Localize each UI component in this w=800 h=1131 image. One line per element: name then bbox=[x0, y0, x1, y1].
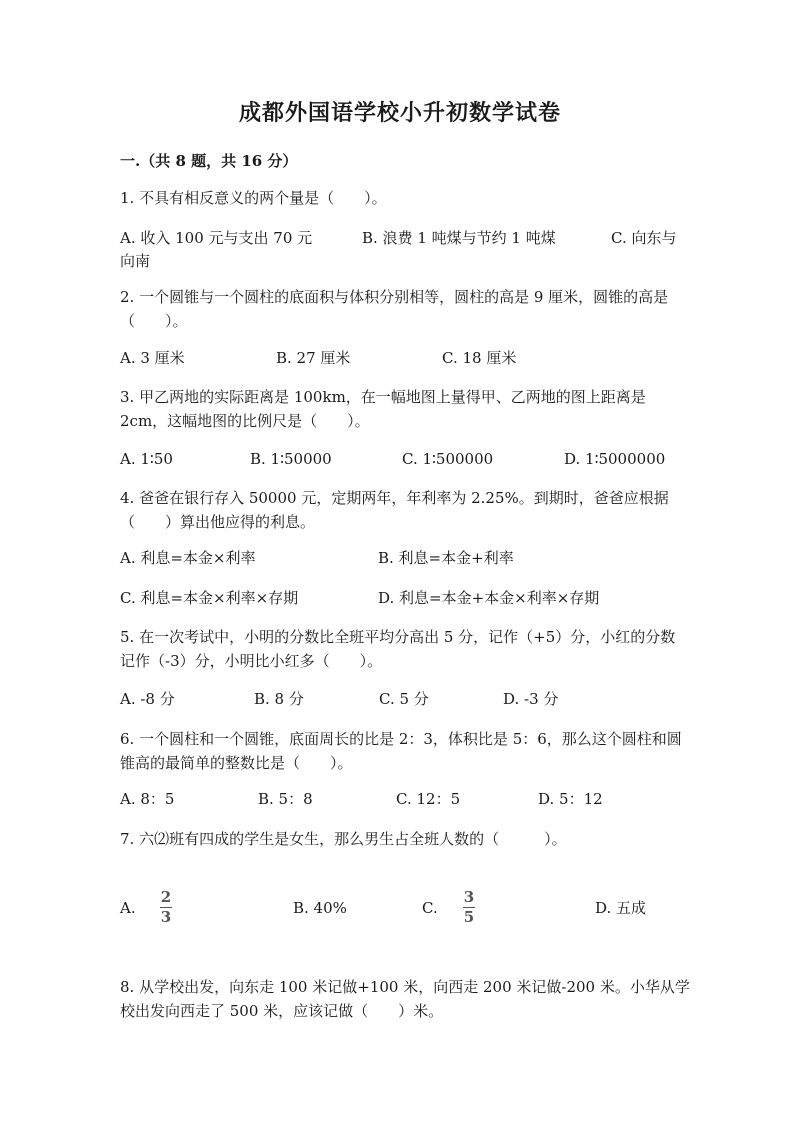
question-7-stem: 7. 六⑵班有四成的学生是女生，那么男生占全班人数的（ ）。 bbox=[120, 830, 567, 848]
question-6-option-b: B. 5：8 bbox=[258, 790, 313, 808]
question-7-option-c-fraction bbox=[463, 889, 475, 926]
question-5-option-a: A. -8 分 bbox=[120, 690, 175, 708]
question-2-option-c: C. 18 厘米 bbox=[442, 349, 517, 367]
fraction-denominator: 3 bbox=[160, 908, 172, 926]
question-4-option-d: D. 利息=本金+本金×利率×存期 bbox=[378, 589, 600, 607]
question-1-stem: 1. 不具有相反意义的两个量是（ ）。 bbox=[120, 189, 387, 207]
question-7-option-a-fraction bbox=[160, 889, 172, 926]
question-4-option-a: A. 利息=本金×利率 bbox=[120, 549, 256, 567]
question-2-stem: 2. 一个圆锥与一个圆柱的底面积与体积分别相等，圆柱的高是 9 厘米，圆锥的高是（ ）。 bbox=[120, 288, 669, 330]
question-4-option-b: B. 利息=本金+利率 bbox=[378, 549, 514, 567]
question-5-option-b: B. 8 分 bbox=[254, 690, 304, 708]
question-1-option-a: A. 收入 100 元与支出 70 元 bbox=[120, 229, 313, 247]
question-3-stem: 3. 甲乙两地的实际距离是 100km，在一幅地图上量得甲、乙两地的图上距离是 2cm，这幅地图的比例尺是（ ）。 bbox=[120, 388, 646, 430]
question-3-option-d: D. 1∶5000000 bbox=[564, 450, 666, 468]
question-4-option-c: C. 利息=本金×利率×存期 bbox=[120, 589, 299, 607]
fraction-numerator: 2 bbox=[160, 888, 172, 906]
question-1-option-c: C. 向东与 bbox=[611, 229, 677, 247]
question-5-option-c: C. 5 分 bbox=[379, 690, 429, 708]
question-3-option-a: A. 1∶50 bbox=[120, 450, 173, 468]
question-3-option-b: B. 1∶50000 bbox=[250, 450, 332, 468]
question-1-option-c-continued: 向南 bbox=[120, 252, 151, 270]
question-1-option-b: B. 浪费 1 吨煤与节约 1 吨煤 bbox=[362, 229, 556, 247]
question-4-stem: 4. 爸爸在银行存入 50000 元，定期两年，年利率为 2.25%。到期时，爸爸应根据（ ）算出他应得的利息。 bbox=[120, 489, 669, 531]
question-7-option-c: C. bbox=[422, 899, 438, 917]
section-heading: 一.（共 8 题，共 16 分） bbox=[120, 152, 298, 170]
fraction-numerator: 3 bbox=[463, 888, 475, 906]
question-7-option-d: D. 五成 bbox=[595, 899, 647, 917]
question-2-option-b: B. 27 厘米 bbox=[276, 349, 351, 367]
question-8-stem: 8. 从学校出发，向东走 100 米记做+100 米，向西走 200 米记做-200 米。小华从学校出发向西走了 500 米，应该记做（ ）米。 bbox=[120, 978, 690, 1020]
fraction-denominator: 5 bbox=[463, 908, 475, 926]
question-6-option-c: C. 12：5 bbox=[396, 790, 461, 808]
question-5-stem: 5. 在一次考试中，小明的分数比全班平均分高出 5 分，记作（+5）分，小红的分数记作（-3）分，小明比小红多（ ）。 bbox=[120, 628, 676, 670]
question-3-option-c: C. 1∶500000 bbox=[402, 450, 494, 468]
question-7-option-a: A. bbox=[120, 899, 136, 917]
question-6-stem: 6. 一个圆柱和一个圆锥，底面周长的比是 2：3，体积比是 5：6，那么这个圆柱和圆锥高的最简单的整数比是（ ）。 bbox=[120, 730, 682, 772]
question-6-option-d: D. 5：12 bbox=[538, 790, 603, 808]
question-5-option-d: D. -3 分 bbox=[503, 690, 559, 708]
question-7-option-b: B. 40% bbox=[293, 899, 347, 917]
question-6-option-a: A. 8：5 bbox=[120, 790, 175, 808]
question-2-option-a: A. 3 厘米 bbox=[120, 349, 185, 367]
page-title: 成都外国语学校小升初数学试卷 bbox=[238, 100, 561, 126]
